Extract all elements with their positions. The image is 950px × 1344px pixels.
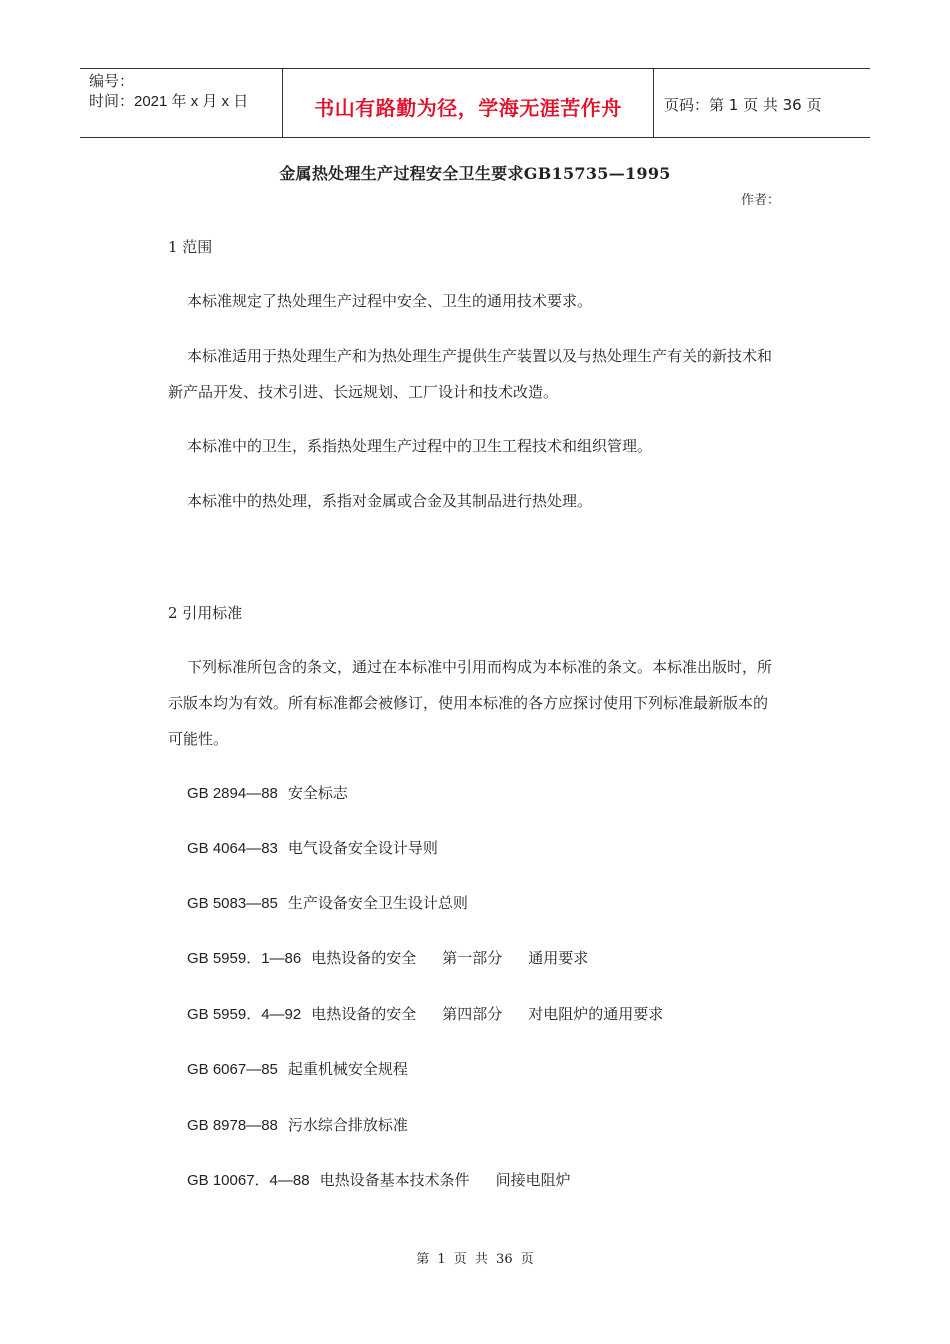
- page-info: 页码：第 1 页 共 36 页: [664, 95, 822, 114]
- reference-code: GB 2894—88: [187, 785, 278, 802]
- reference-title: 电热设备的安全: [311, 1005, 417, 1023]
- reference-code: GB 5083—85: [187, 895, 278, 912]
- reference-title: 电热设备基本技术条件: [319, 1171, 470, 1189]
- reference-part: 第四部分: [442, 1005, 503, 1023]
- reference-subtitle: 对电阻炉的通用要求: [528, 1005, 664, 1023]
- reference-code: GB 8978—88: [187, 1117, 278, 1134]
- section-heading-references: 2 引用标准: [168, 604, 243, 622]
- reference-code: GB 10067．4—88: [187, 1172, 310, 1189]
- header-page-info: [654, 69, 870, 137]
- reference-item: [187, 1114, 418, 1135]
- reference-item: [187, 892, 478, 913]
- section-heading-scope: 1 范围: [168, 238, 213, 256]
- reference-title: 污水综合排放标准: [287, 1116, 408, 1134]
- author-label: 作者：: [741, 193, 781, 208]
- paragraph: 本标准适用于热处理生产和为热处理生产提供生产装置以及与热处理生产有关的新技术和新产品开发、技术引进、长远规划、工厂设计和技术改造。: [168, 347, 773, 401]
- reference-code: GB 5959．4—92: [187, 1006, 302, 1023]
- reference-code: GB 6067—85: [187, 1061, 278, 1078]
- reference-item: [187, 782, 358, 803]
- reference-title: 电热设备的安全: [311, 949, 417, 967]
- reference-item: [187, 1058, 418, 1079]
- reference-subtitle: 间接电阻炉: [495, 1171, 571, 1189]
- reference-subtitle: 通用要求: [528, 949, 589, 967]
- paragraph: 本标准规定了热处理生产过程中安全、卫生的通用技术要求。: [187, 292, 593, 310]
- reference-code: GB 4064—83: [187, 840, 278, 857]
- reference-item: [187, 1003, 673, 1024]
- page-footer: 第 1 页 共 36 页: [416, 1252, 534, 1267]
- paragraph: 本标准中的卫生，系指热处理生产过程中的卫生工程技术和组织管理。: [187, 437, 653, 455]
- paragraph: 本标准中的热处理，系指对金属或合金及其制品进行热处理。: [187, 492, 593, 510]
- paragraph: 下列标准所包含的条文，通过在本标准中引用而构成为本标准的条文。本标准出版时，所示版本均为有效。所有标准都会被修订，使用本标准的各方应探讨使用下列标准最新版本的可能性。: [168, 658, 773, 748]
- time-label: 时间：2021 年 x 月 x 日: [89, 93, 249, 110]
- header-meta: [80, 69, 282, 137]
- reference-title: 电气设备安全设计导则: [287, 839, 438, 857]
- document-title: 金属热处理生产过程安全卫生要求GB15735—1995: [279, 164, 671, 183]
- reference-part: 第一部分: [442, 949, 503, 967]
- reference-title: 安全标志: [287, 784, 348, 802]
- reference-item: [187, 947, 598, 968]
- number-label: 编号：: [89, 73, 135, 90]
- reference-item: [187, 837, 448, 858]
- page-header: [80, 68, 870, 138]
- reference-title: 生产设备安全卫生设计总则: [287, 894, 468, 912]
- header-motto-cell: [282, 69, 654, 137]
- reference-title: 起重机械安全规程: [287, 1060, 408, 1078]
- reference-item: [187, 1169, 581, 1190]
- motto: 书山有路勤为径，学海无涯苦作舟: [314, 95, 622, 120]
- reference-code: GB 5959．1—86: [187, 950, 302, 967]
